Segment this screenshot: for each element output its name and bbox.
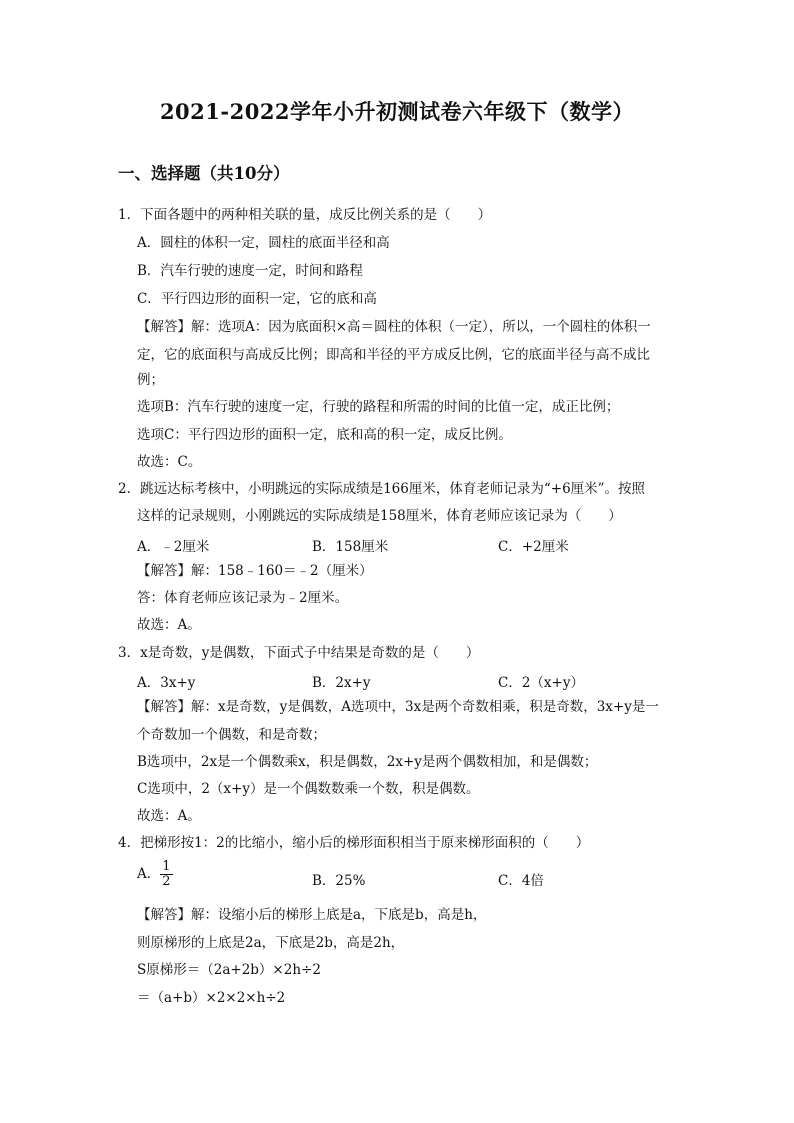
q1-answer-line-3: 例； [137,372,164,388]
q2-answer-line-1: 【解答】解：158﹣160＝﹣2（厘米） [137,563,373,579]
q3-answer-line-3: B选项中，2x是一个偶数乘x，积是偶数，2x+y是两个偶数相加，和是偶数； [137,754,598,770]
q2-option-a: A．﹣2厘米 [137,539,210,555]
q2-option-b: B．158厘米 [312,539,389,555]
fraction-denominator: 2 [162,874,171,889]
fraction-numerator: 1 [162,859,171,874]
q4-answer-line-3: S原梯形＝（2a+2b）×2h÷2 [137,962,321,978]
q4-option-a [137,860,173,889]
q4-option-b: B．25% [312,873,366,889]
q2-answer-line-3: 故选：A。 [137,617,201,633]
q3-answer-line-5: 故选：A。 [137,808,201,824]
section-heading: 一、选择题（共10分） [118,164,290,183]
q3-stem: 3．x是奇数，y是偶数，下面式子中结果是奇数的是（ ） [118,645,480,661]
q3-answer-line-2: 个奇数加一个偶数，和是奇数； [137,727,326,743]
q1-option-a: A．圆柱的体积一定，圆柱的底面半径和高 [137,235,390,251]
q4-answer-line-1: 【解答】解：设缩小后的梯形上底是a，下底是b，高是h， [137,907,487,923]
q1-answer-line-4: 选项B：汽车行驶的速度一定，行驶的路程和所需的时间的比值一定，成正比例； [137,399,620,415]
q2-stem-line-2: 这样的记录规则，小刚跳远的实际成绩是158厘米，体育老师应该记录为（ ） [137,508,622,524]
q1-answer-line-1: 【解答】解：选项A：因为底面积×高＝圆柱的体积（一定），所以，一个圆柱的体积一 [137,319,651,335]
q2-stem-line-1: 2．跳远达标考核中，小明跳远的实际成绩是166厘米，体育老师记录为“+6厘米”。按照 [118,481,646,497]
q3-option-b: B．2x+y [312,675,371,691]
fraction-one-half [160,860,172,889]
q1-option-c: C．平行四边形的面积一定，它的底和高 [137,291,377,307]
q2-answer-line-2: 答：体育老师应该记录为﹣2厘米。 [137,590,349,606]
q3-answer-line-1: 【解答】解：x是奇数，y是偶数，A选项中，3x是两个奇数相乘，积是奇数，3x+y是一 [137,699,659,715]
q4-stem: 4．把梯形按1：2的比缩小，缩小后的梯形面积相当于原来梯形面积的（ ） [118,835,590,851]
q4-answer-line-4: ＝（a+b）×2×2×h÷2 [137,990,286,1006]
q1-answer-line-2: 定，它的底面积与高成反比例；即高和半径的平方成反比例，它的底面半径与高不成比 [137,347,650,363]
q3-option-a: A．3x+y [137,675,196,691]
q3-option-c: C．2（x+y） [498,675,584,691]
q1-answer-line-5: 选项C：平行四边形的面积一定，底和高的积一定，成反比例。 [137,427,512,443]
q4-option-c: C．4倍 [498,873,544,889]
q1-answer-line-6: 故选：C。 [137,454,202,470]
page-title: 2021-2022学年小升初测试卷六年级下（数学） [159,99,635,124]
q3-answer-line-4: C选项中，2（x+y）是一个偶数数乘一个数，积是偶数。 [137,781,480,797]
q2-option-c: C．+2厘米 [498,539,569,555]
q1-stem: 1．下面各题中的两种相关联的量，成反比例关系的是（ ） [118,207,492,223]
q4-option-a-prefix: A． [137,866,161,882]
q4-answer-line-2: 则原梯形的上底是2a，下底是2b，高是2h， [137,935,405,951]
q1-option-b: B．汽车行驶的速度一定，时间和路程 [137,263,363,279]
